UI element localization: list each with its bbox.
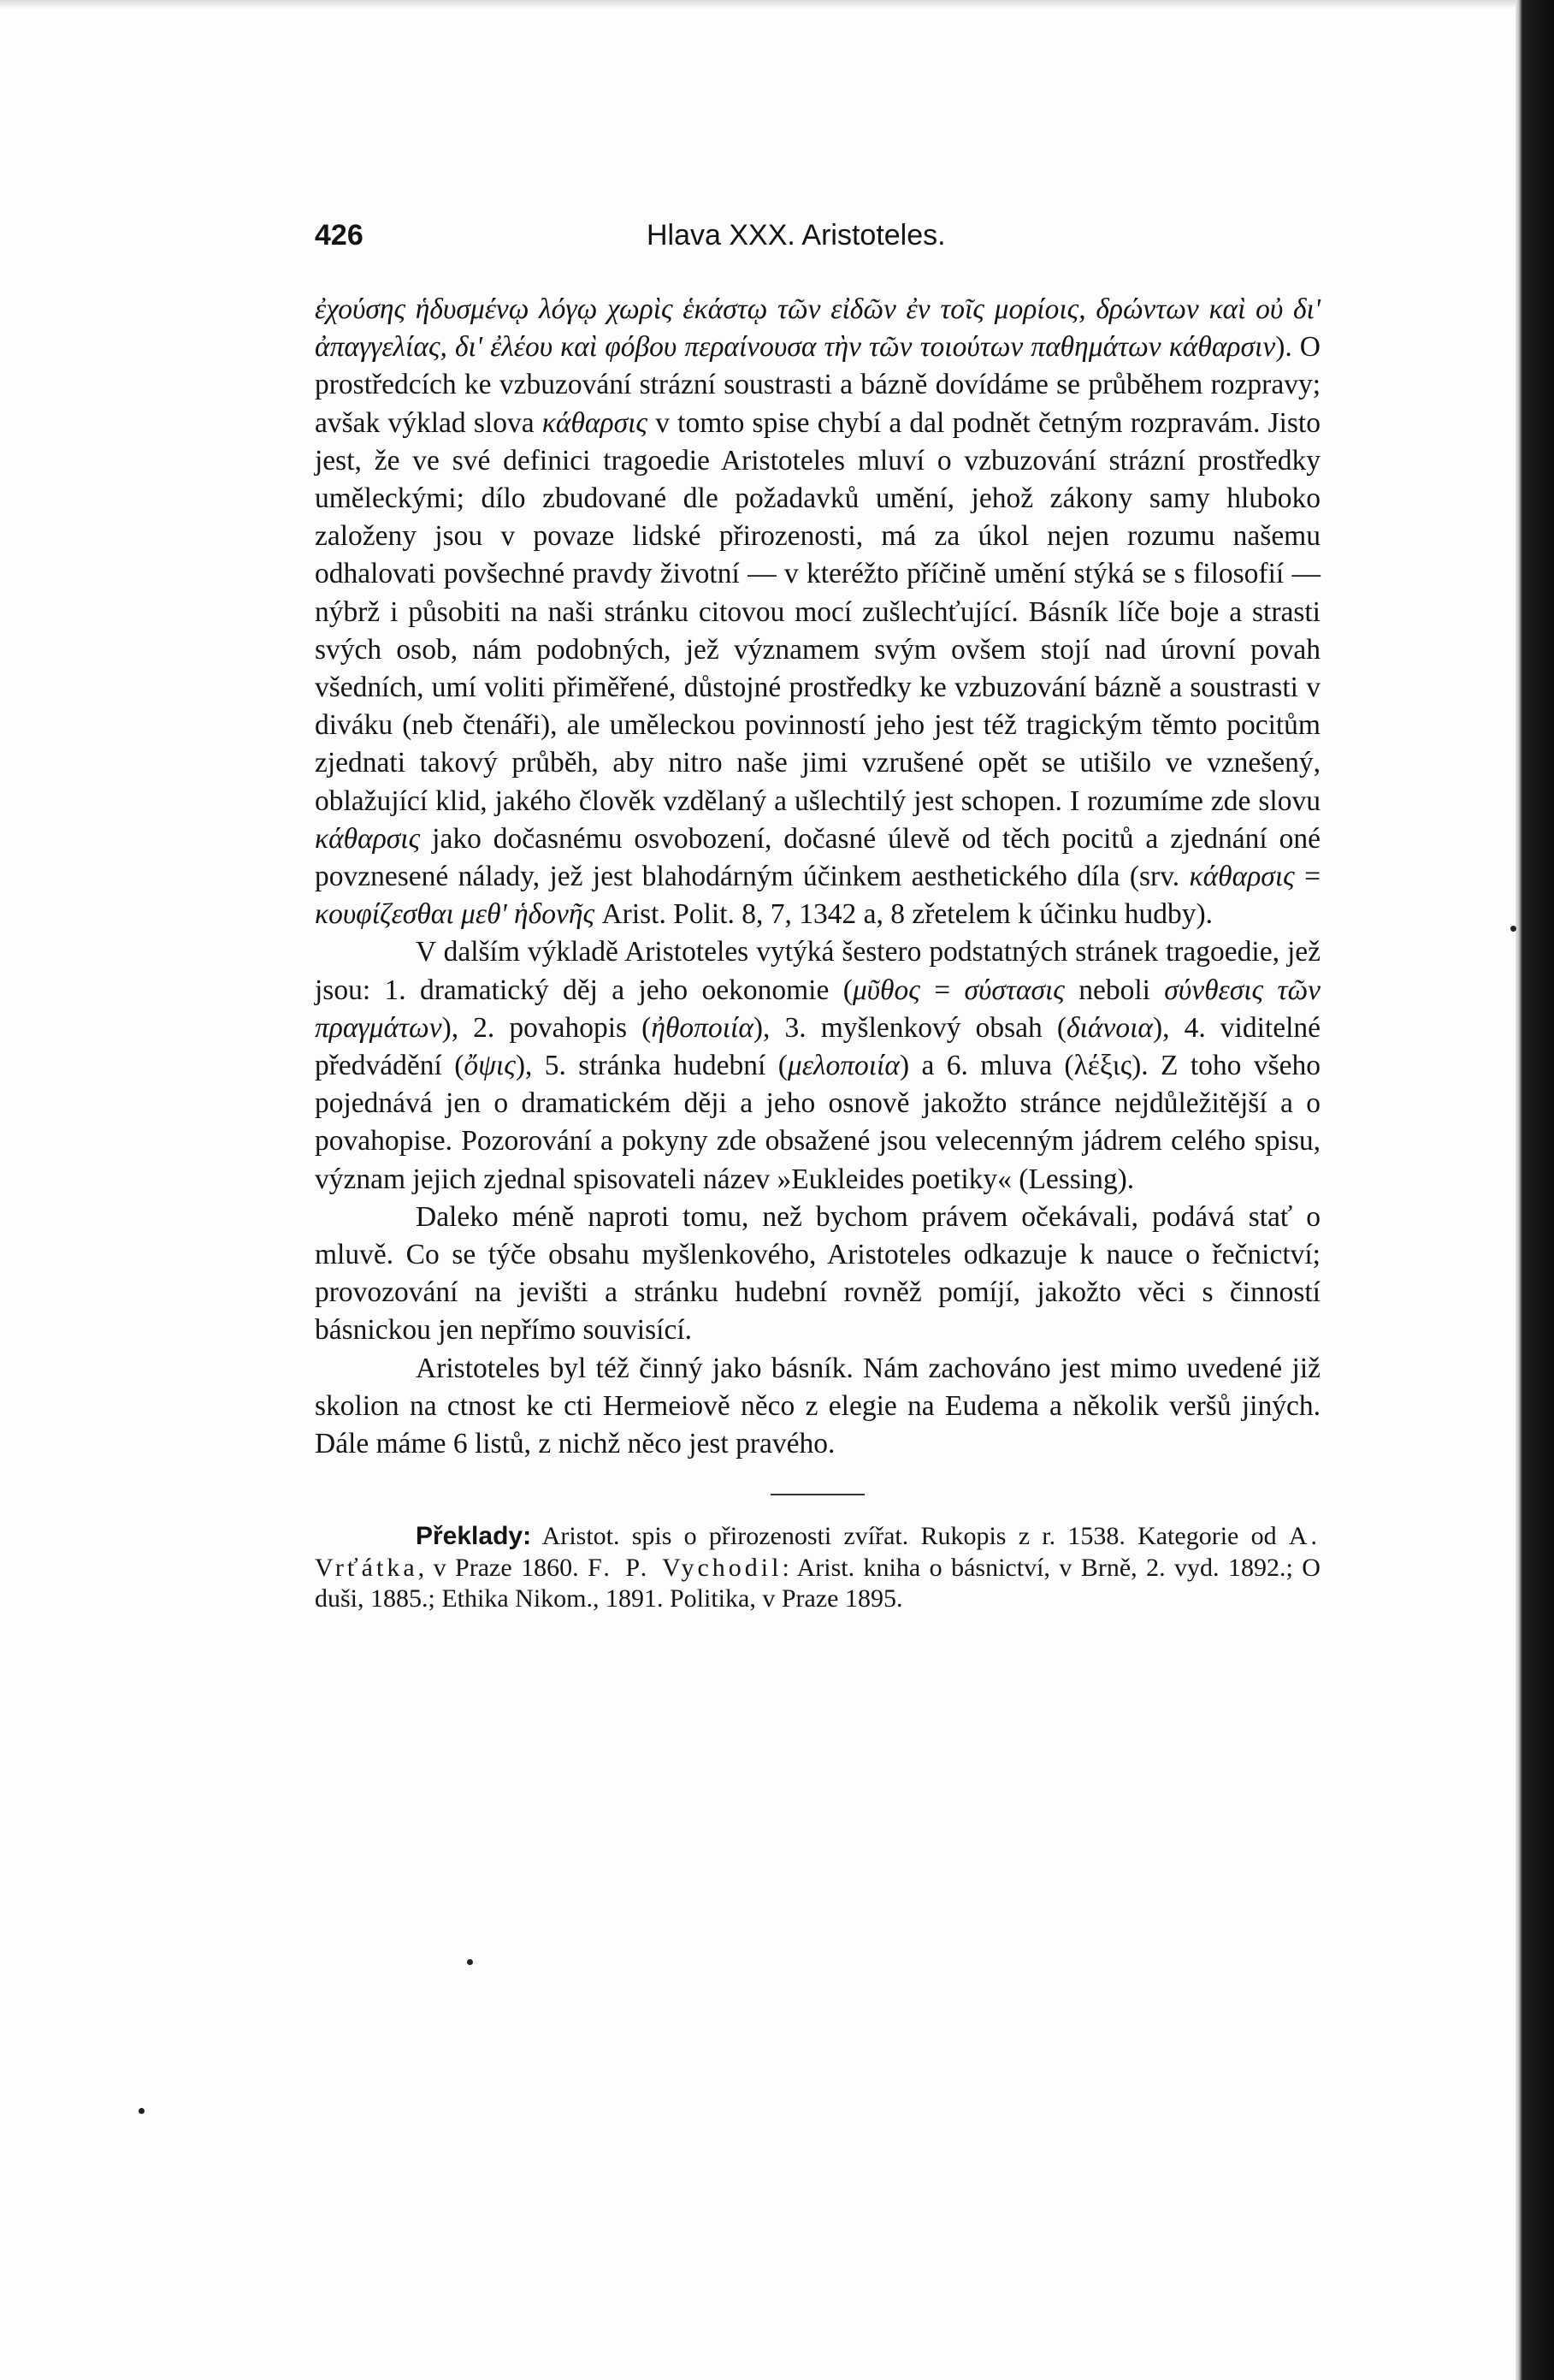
- note-text: Aristot. spis o přirozenosti zvířat. Rukopis z r. 1538. Kategorie od: [531, 1522, 1289, 1551]
- text-run: ) a 6. mluva (λέξις). Z toho všeho pojednává jen o dramatickém ději a jeho osnově jakožto stránce nejdůležitější a o povahopise. Pozorování a pokyny zde obsažené jsou velecenným jádrem celého spisu, význam jejich zjednal spisovateli název »Eukleides poetiky« (Lessing).: [315, 1050, 1321, 1195]
- text-run: ). O prostředcích ke vzbuzování strázní soustrasti a bázně dovídáme se průběhem rozpravy; avšak výklad slova: [315, 331, 1321, 439]
- paragraph: [315, 291, 1321, 933]
- text-run: neboli: [1064, 974, 1165, 1006]
- translations-paragraph: [315, 1521, 1321, 1615]
- greek-text: ὄψις: [464, 1050, 516, 1082]
- greek-text: σύστασις: [964, 974, 1065, 1006]
- greek-text: κουφίζεσθαι μεθ' ἡδονῆς: [315, 898, 595, 931]
- text-run: =: [1294, 861, 1321, 893]
- body-text: [315, 291, 1321, 1463]
- paragraph: [315, 933, 1321, 1198]
- greek-text: μελοποιία: [787, 1050, 900, 1082]
- text-run: Aristoteles byl též činný jako básník. Nám zachováno jest mimo uvedené již skolion na ctnost ke cti Hermeiově něco z elegie na Eudema a několik veršů jiných. Dále máme 6 listů, z nichž něco jest pravého.: [315, 1352, 1321, 1460]
- translator-name: F. P. Vychodil: [588, 1553, 783, 1582]
- greek-text: κάθαρσις: [541, 406, 647, 439]
- text-run: ), 4. viditelné předvádění (: [315, 1011, 1321, 1082]
- text-run: =: [919, 974, 965, 1006]
- note-text: , v Praze 1860.: [417, 1553, 588, 1582]
- scan-speck: [1510, 926, 1516, 932]
- greek-text: σύνθεσις τῶν πραγμάτων: [315, 974, 1321, 1044]
- greek-text: ἠθοποιία: [651, 1011, 753, 1044]
- footnote-divider: [771, 1494, 865, 1495]
- text-run: jako dočasnému osvobození, dočasné úlevě od těch pocitů a zjednání oné povznesené nálady, jež jest blahodárným účinkem aesthetického díla (srv.: [315, 822, 1321, 893]
- chapter-title: Hlava XXX. Aristoteles.: [647, 219, 946, 252]
- greek-text: κάθαρσις: [315, 822, 421, 855]
- scan-right-edge: [1516, 0, 1554, 2380]
- paragraph: [315, 1199, 1321, 1350]
- paragraph: [315, 1350, 1321, 1464]
- note-text: : Arist. kniha o básnictví, v Brně, 2. vyd. 1892.; O duši, 1885.; Ethika Nikom., 1891. Politika, v Praze 1895.: [315, 1553, 1321, 1613]
- greek-text: μῦθος: [852, 974, 920, 1006]
- page-number: 426: [315, 219, 363, 252]
- text-run: v tomto spise chybí a dal podnět četným rozpravám. Jisto jest, že ve své definici tragoedie Aristoteles mluví o vzbuzování strázní prostředky uměleckými; dílo zbudované dle požadavků umění, jehož zákony samy hluboko založeny jsou v povaze lidské přirozenosti, má za úkol nejen rozumu našemu odhalovati povšechné pravdy životní — v kteréžto příčině umění stýká se s filosofií — nýbrž i působiti na naši stránku citovou mocí zušlechťující. Básník líče boje a strasti svých osob, nám podobných, jež významem svým ovšem stojí nad úrovní povah všedních, umí voliti přiměřené, důstojné prostředky ke vzbuzování bázně a soustrasti v diváku (neb čtenáři), ale uměleckou povinností jeho jest též tragickým těmto pocitům zjednati takový průběh, aby nitro naše jimi vzrušené opět se utišilo ve vznešený, oblažující klid, jakého člověk vzdělaný a ušlechtilý jest schopen. I rozumíme zde slovu: [315, 406, 1321, 817]
- greek-text: ἐχούσης ἡδυσμένῳ λόγῳ χωρὶς ἑκάστῳ τῶν εἰδῶν ἐν τοῖς μορίοις, δρώντων καὶ οὐ δι' ἀπαγγελίας, δι' ἐλέου καὶ φόβου περαίνουσα τὴν τῶν τοιούτων παθημάτων κάθαρσιν: [315, 293, 1321, 364]
- book-page: [315, 219, 1321, 1615]
- translator-name: A. Vrťátka: [315, 1522, 1321, 1582]
- greek-text: κάθαρσις: [1189, 861, 1295, 893]
- scan-top-edge: [0, 0, 1516, 9]
- running-head: [315, 219, 1321, 257]
- text-run: ), 2. povahopis (: [441, 1011, 652, 1044]
- text-run: Arist. Polit. 8, 7, 1342 a, 8 zřetelem k účinku hudby).: [594, 898, 1214, 931]
- text-run: Daleko méně naproti tomu, než bychom právem očekávali, podává stať o mluvě. Co se týče obsahu myšlenkového, Aristoteles odkazuje k nauce o řečnictví; provozování na jevišti a stránku hudební rovněž pomíjí, jakožto věci s činností básnickou jen nepřímo souvisící.: [315, 1200, 1321, 1347]
- translations-label: Překlady:: [416, 1522, 532, 1551]
- translations-note: [315, 1521, 1321, 1615]
- text-run: V dalším výkladě Aristoteles vytýká šestero podstatných stránek tragoedie, jež jsou: 1. dramatický děj a jeho oekonomie (: [315, 936, 1321, 1006]
- text-run: ), 5. stránka hudební (: [515, 1050, 788, 1082]
- scan-speck: [139, 2108, 145, 2114]
- scan-speck: [467, 1959, 473, 1965]
- text-run: ), 3. myšlenkový obsah (: [753, 1011, 1067, 1044]
- greek-text: διάνοια: [1066, 1011, 1153, 1044]
